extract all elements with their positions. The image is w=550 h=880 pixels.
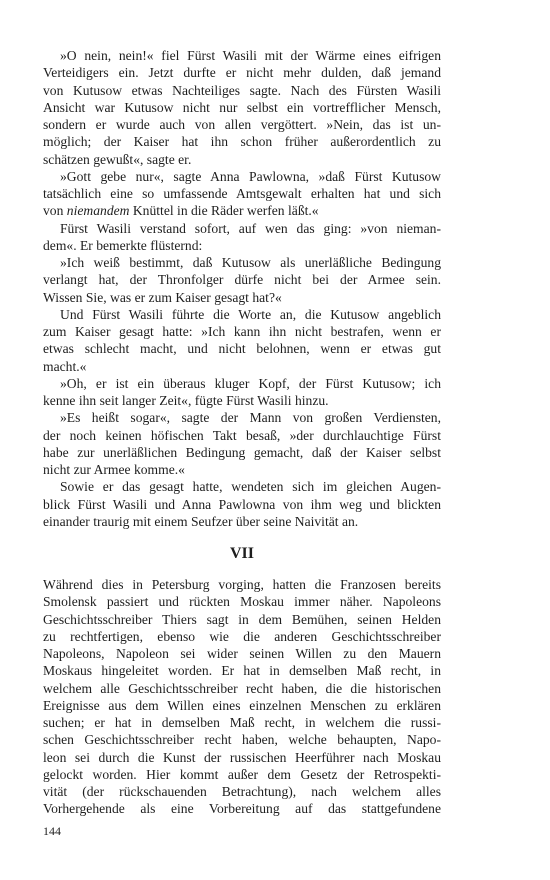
text-segment: nicht zur Armee komme.« [43,462,185,477]
text-line [43,478,441,495]
text-line [43,202,441,219]
text-segment: »Es heißt sogar«, sagte der Mann von großen Verdiensten, [60,410,441,426]
text-line [43,697,441,714]
paragraph [43,168,441,220]
text-segment: sondern er wurde auch von allen vergöttert. »Nein, das ist un- [43,117,441,132]
text-segment: der noch keinen höfischen Takt besaß, »der durchlauchtige Fürst [43,427,441,443]
text-segment: »Ich weiß bestimmt, daß Kutusow als unerläßliche Bedingung [60,255,441,270]
text-line [43,358,441,375]
text-line [43,611,441,628]
text-segment: vität (der rückschauenden Betrachtung), nach welchem alles [43,784,441,799]
paragraph [43,576,441,818]
text-segment: Geschichtsschreiber Thiers sagt in dem Bemühen, seinen Helden [43,611,441,627]
text-segment: gelockt worden. Hier kommt außer dem Gesetz der Retrospekti- [43,766,441,782]
text-segment: leon sei durch die Kunst der russischen Heerführer nach Moskau [43,749,441,765]
text-segment: möglich; der Kaiser hat ihn schon früher außerordentlich zu [43,134,441,150]
text-line [43,271,441,288]
text-line [43,254,441,271]
text-segment: suchen; er hat in demselben Maß recht, in welchem die russi- [43,715,441,730]
text-segment: Vorhergehende als eine Vorbereitung auf das stattgefundene [43,801,441,817]
text-line [43,168,441,185]
text-line [43,714,441,731]
text-segment: »Gott gebe nur«, sagte Anna Pawlowna, »daß Fürst Kutusow [60,168,441,184]
text-segment: »Oh, er ist ein überaus kluger Kopf, der Fürst Kutusow; ich [60,375,441,391]
text-segment: etwas schlecht macht, und nicht belohnen, wenn er etwas gut [43,341,441,357]
text-line [43,289,441,306]
text-line [43,323,441,340]
text-line [43,444,441,461]
text-segment: Ansicht war Kutusow nicht nur selbst ein vortrefflicher Mensch, [43,99,441,115]
text-segment: einander traurig mit einem Seufzer über seine Naivität an. [43,513,359,529]
text-line [43,64,441,81]
text-segment: Verteidigers ein. Jetzt durfte er nicht mehr dulden, daß jemand [43,65,441,81]
text-segment: tatsächlich eine so umfassende Amtsgewalt erhalten hat und sich [43,186,441,201]
text-line [43,731,441,748]
paragraph [43,254,441,306]
text-line [43,409,441,426]
paragraph [43,478,441,530]
text-segment: von Kutusow etwas Nachteiliges sagte. Nach des Fürsten Wasili [43,82,441,98]
text-segment: zum Kaiser gesagt hatte: »Ich kann ihn nicht bestrafen, wenn er [43,324,441,339]
emphasized-text: niemandem [66,203,130,219]
text-line [43,99,441,116]
text-segment: »O nein, nein!« fiel Fürst Wasili mit der Wärme eines eifrigen [60,48,441,63]
text-line [43,375,441,392]
text-line [43,340,441,357]
heading-spacer [43,564,441,576]
text-line [43,593,441,610]
text-line [43,662,441,679]
text-segment: Und Fürst Wasili führte die Worte an, die Kutusow angeblich [60,306,441,322]
page-number: 144 [43,824,61,838]
text-line [43,800,441,817]
page-body [43,47,441,818]
dialogue-section [43,47,441,530]
text-line [43,496,441,513]
paragraph [43,220,441,255]
text-segment: zu rechtfertigen, ebenso wie die anderen Geschichtsschreiber [43,628,441,644]
text-line [43,749,441,766]
paragraph [43,47,441,168]
text-segment: schen Geschichtsschreiber recht haben, welche behaupten, Napo- [43,732,441,748]
text-line [43,766,441,783]
text-line [43,220,441,237]
paragraph [43,409,441,478]
text-line [43,645,441,662]
text-line [43,151,441,168]
text-line [43,576,441,593]
text-line [43,237,441,254]
text-segment: Während dies in Petersburg vorging, hatten die Franzosen bereits [43,577,441,592]
paragraph [43,306,441,375]
text-line [43,461,441,478]
text-segment: Knüttel in die Räder werfen läßt.« [129,203,319,219]
text-segment: Ereignisse aus dem Willen eines einzelnen Menschen zu erklären [43,697,441,713]
text-line [43,628,441,645]
text-segment: Napoleons, Napoleon sei wider seinen Willen zu den Mauern [43,646,441,661]
text-line [43,47,441,64]
text-segment: schätzen gewußt«, sagte er. [43,151,192,167]
text-segment: Wissen Sie, was er zum Kaiser gesagt hat?« [43,289,282,305]
chapter-heading: VII [229,545,254,562]
text-line [43,306,441,323]
text-segment: verlangt hat, der Thronfolger dürfe nicht bei der Armee sein. [43,272,441,288]
text-line [43,427,441,444]
chapter-section [43,576,441,818]
text-line [43,116,441,133]
text-segment: blick Fürst Wasili und Anna Pawlowna von ihm weg und blickten [43,496,441,512]
text-segment: dem«. Er bemerkte flüsternd: [43,237,203,253]
heading-spacer [43,530,441,544]
text-segment: Smolensk passiert und rückten Moskau immer näher. Napoleons [43,594,441,610]
text-line [43,783,441,800]
text-segment: habe zur unerläßlichen Bedingung gemacht, daß der Kaiser selbst [43,444,441,460]
text-segment: von [43,203,67,219]
text-segment: Sowie er das gesagt hatte, wendeten sich im gleichen Augen- [60,479,441,495]
text-line [43,133,441,150]
paragraph [43,375,441,410]
text-line [43,82,441,99]
text-segment: macht.« [43,358,87,374]
text-segment: welchem alle Geschichtsschreiber recht haben, die die historischen [43,680,441,696]
text-segment: kenne ihn seit langer Zeit«, fügte Fürst Wasili hinzu. [43,393,329,408]
text-line [43,185,441,202]
text-line [43,680,441,697]
text-segment: Fürst Wasili verstand sofort, auf wen das ging: »von nieman- [60,220,441,236]
text-segment: Moskaus hingeleitet worden. Er hat in demselben Maß recht, in [43,663,441,679]
text-line [43,392,441,409]
text-line [43,513,441,530]
